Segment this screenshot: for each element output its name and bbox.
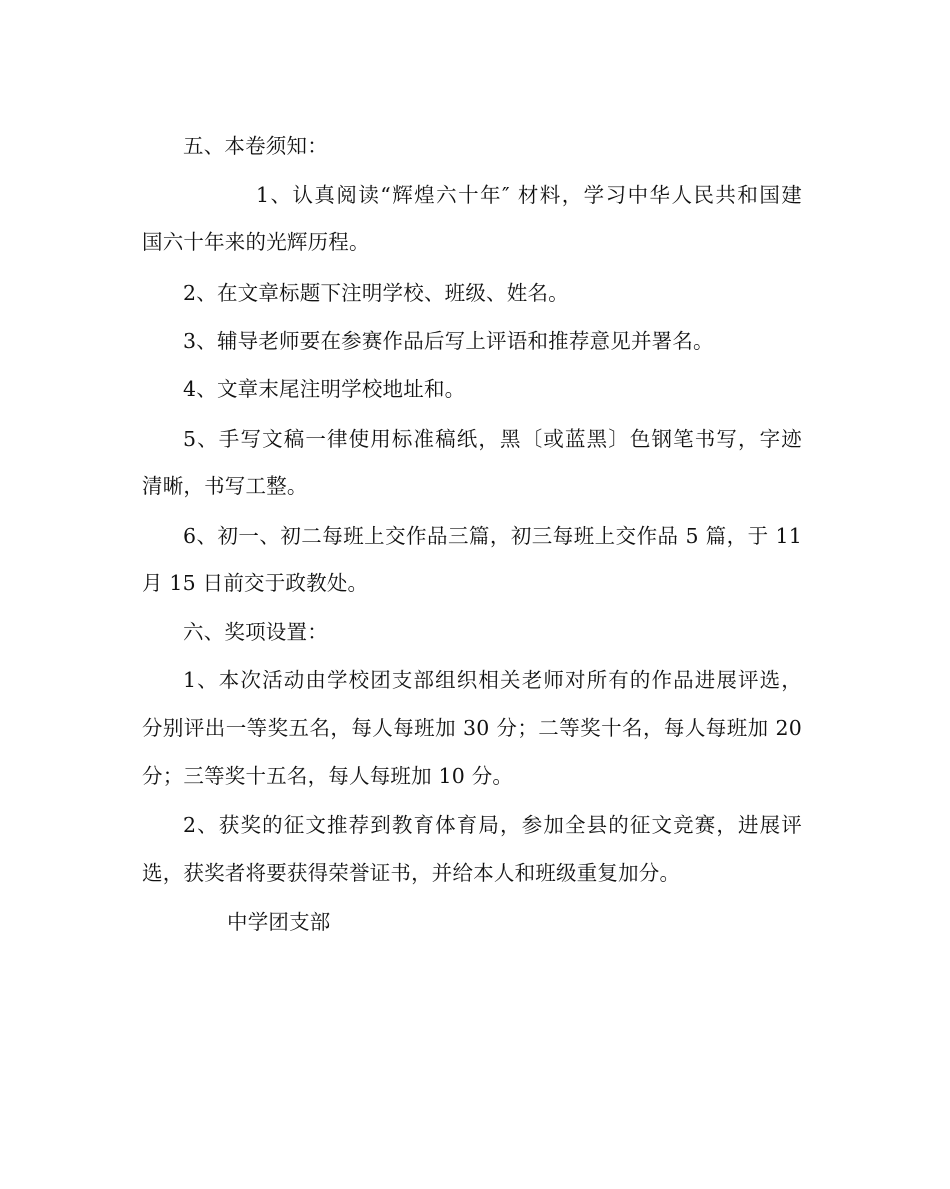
- rule-5-line-2: 清晰，书写工整。: [142, 474, 308, 498]
- award-2-line-1: 2、获奖的征文推荐到教育体育局，参加全县的征文竞赛，进展评: [183, 813, 802, 837]
- rule-6-line-2: 月 15 日前交于政教处。: [142, 571, 369, 595]
- rule-2: 2、在文章标题下注明学校、班级、姓名。: [183, 281, 569, 305]
- rule-4: 4、文章末尾注明学校地址和。: [183, 377, 466, 401]
- award-1-line-3: 分；三等奖十五名，每人每班加 10 分。: [142, 764, 514, 788]
- award-2-line-2: 选，获奖者将要获得荣誉证书，并给本人和班级重复加分。: [142, 861, 681, 885]
- rule-3: 3、辅导老师要在参赛作品后写上评语和推荐意见并署名。: [183, 329, 714, 353]
- rule-5-line-1: 5、手写文稿一律使用标准稿纸，黑〔或蓝黑〕色钢笔书写，字迹: [183, 427, 802, 451]
- award-1-line-2: 分别评出一等奖五名，每人每班加 30 分；二等奖十名，每人每班加 20: [142, 716, 802, 740]
- section-heading-awards: 六、奖项设置：: [183, 620, 328, 644]
- section-heading-notes: 五、本卷须知：: [183, 134, 328, 158]
- signature: 中学团支部: [227, 910, 331, 934]
- award-1-line-1: 1、本次活动由学校团支部组织相关老师对所有的作品进展评选，: [183, 668, 802, 692]
- rule-1-line-2: 国六十年来的光辉历程。: [142, 230, 370, 254]
- rule-1-line-1: 1、认真阅读“辉煌六十年″ 材料，学习中华人民共和国建: [256, 183, 802, 207]
- rule-6-line-1: 6、初一、初二每班上交作品三篇，初三每班上交作品 5 篇，于 11: [183, 524, 802, 548]
